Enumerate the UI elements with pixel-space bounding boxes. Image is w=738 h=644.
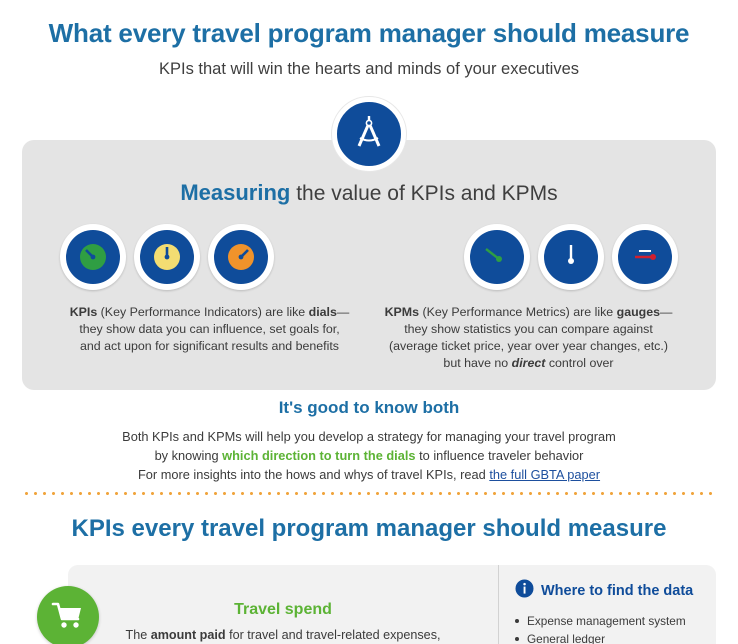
header — [0, 0, 738, 79]
list-item: General ledger — [515, 630, 716, 644]
dials-row — [22, 206, 716, 290]
section2-title: KPIs every travel program manager should measure — [71, 515, 667, 542]
kpm-caption-line4-pre: but have no — [443, 356, 512, 370]
travel-spend-desc-bold: amount paid — [150, 628, 226, 642]
know-both-body — [0, 427, 738, 484]
captions-row — [22, 290, 716, 372]
kpm-caption-text2: — — [660, 305, 673, 319]
travel-spend-block — [68, 565, 498, 644]
kpi-caption-line2: they show data you can influence, set goals for, — [79, 322, 340, 336]
kpi-dial-group — [60, 224, 274, 290]
know-both-line3-pre: For more insights into the hows and whys of travel KPIs, read — [137, 467, 490, 482]
kpi-caption-lead: KPIs — [69, 305, 98, 319]
kpi-caption-text1: (Key Performance Indicators) are like — [97, 305, 309, 319]
know-both-line2-green: which direction to turn the dials — [222, 448, 416, 463]
gauge-green-face — [470, 230, 524, 284]
travel-spend-desc — [68, 627, 498, 644]
know-both-line2-post: to influence traveler behavior — [415, 448, 584, 463]
travel-spend-desc-post: for travel and travel-related expenses, — [225, 628, 441, 642]
shopping-cart-badge — [37, 586, 99, 644]
kpi-card — [68, 565, 716, 644]
gauge-white — [538, 224, 604, 290]
kpm-caption-line3: (average ticket price, year over year changes, etc.) — [389, 339, 668, 353]
gbta-paper-link[interactable]: the full GBTA paper — [489, 467, 601, 482]
page-title: What every travel program manager should measure — [48, 18, 690, 48]
measuring-heading — [22, 180, 716, 206]
gauge-red-face — [618, 230, 672, 284]
travel-spend-title: Travel spend — [234, 601, 332, 618]
kpm-caption-line4-post: control over — [545, 356, 614, 370]
dial-orange — [208, 224, 274, 290]
measuring-heading-strong: Measuring — [180, 180, 291, 205]
dial-yellow — [134, 224, 200, 290]
dial-orange-face — [214, 230, 268, 284]
badge-wrapper — [0, 97, 738, 171]
gauge-red — [612, 224, 678, 290]
gauge-white-face — [544, 230, 598, 284]
dial-green-face — [66, 230, 120, 284]
where-to-find-block — [498, 565, 716, 644]
where-to-find-title: Where to find the data — [541, 582, 694, 599]
dial-green — [60, 224, 126, 290]
kpm-caption-lead: KPMs — [384, 305, 420, 319]
gauge-green — [464, 224, 530, 290]
travel-spend-desc-pre: The — [125, 628, 151, 642]
know-both-line2-pre: by knowing — [154, 448, 223, 463]
where-to-find-header — [515, 579, 716, 602]
measuring-heading-rest: the value of KPIs and KPMs — [290, 182, 558, 205]
info-icon — [515, 579, 534, 602]
measuring-panel — [22, 140, 716, 390]
kpi-caption-text2: — — [336, 305, 350, 319]
know-both-heading: It's good to know both — [278, 398, 460, 417]
know-both-section — [0, 398, 738, 484]
kpm-caption-text1: (Key Performance Metrics) are like — [419, 305, 617, 319]
dotted-divider — [22, 492, 716, 495]
kpi-card-inner — [68, 565, 716, 644]
dial-yellow-face — [140, 230, 194, 284]
know-both-line1: Both KPIs and KPMs will help you develop a strategy for managing your travel program — [122, 429, 616, 444]
compass-badge — [332, 97, 406, 171]
kpm-gauge-group — [464, 224, 678, 290]
data-source-list — [515, 612, 716, 644]
kpm-caption-line2: they show statistics you can compare against — [404, 322, 653, 336]
kpm-caption — [369, 304, 688, 372]
kpm-caption-bold2: gauges — [616, 305, 661, 319]
kpi-caption-line3: and act upon for significant results and benefits — [80, 339, 339, 353]
compass-icon — [347, 110, 391, 159]
shopping-cart-icon — [50, 598, 86, 637]
page-subtitle: KPIs that will win the hearts and minds of your executives — [158, 60, 580, 78]
kpi-caption — [50, 304, 369, 372]
list-item: Expense management system — [515, 612, 716, 630]
kpi-caption-bold2: dials — [308, 305, 337, 319]
kpm-caption-line4-em: direct — [511, 356, 546, 370]
